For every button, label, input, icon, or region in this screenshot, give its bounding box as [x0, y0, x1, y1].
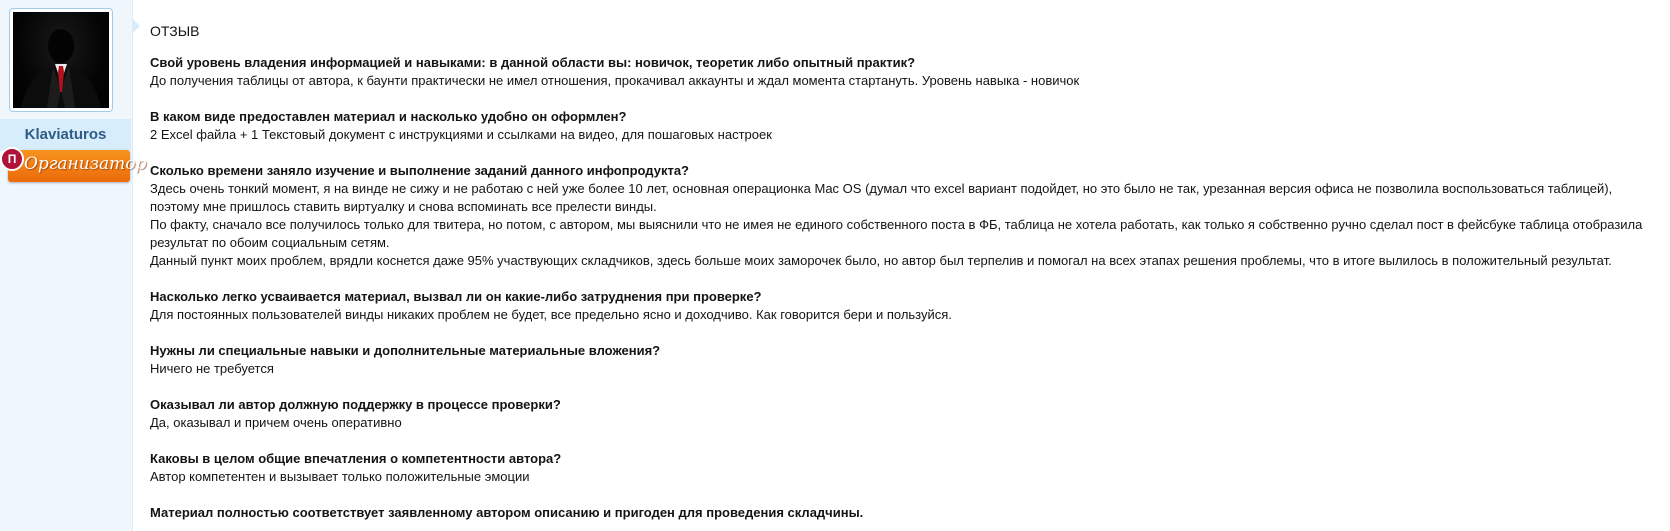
qa-block: [150, 288, 1650, 324]
review-answer-line: поэтому мне пришлось ставить виртуалку и снова вспоминать все прелести винды.: [150, 199, 657, 214]
group-letter-icon: П: [0, 147, 24, 171]
review-question: Свой уровень владения информацией и навыками: в данной области вы: новичок, теоретик либо опытный практик?: [150, 55, 916, 70]
avatar-frame[interactable]: [9, 8, 113, 112]
qa-block: [150, 54, 1650, 90]
review-answer-line: До получения таблицы от автора, к баунти практически не имел отношения, прокачивал аккаунты и ждал момента стартануть. Уровень навыка - новичок: [150, 73, 1080, 88]
review-question: Материал полностью соответствует заявленному автором описанию и пригоден для проведения складчины.: [150, 505, 864, 520]
review-question: В каком виде предоставлен материал и насколько удобно он оформлен?: [150, 109, 627, 124]
qa-block: [150, 396, 1650, 432]
review-answer-line: 2 Excel файла + 1 Текстовый документ с инструкциями и ссылками на видео, для пошаговых настроек: [150, 127, 772, 142]
qa-block: [150, 342, 1650, 378]
qa-block: [150, 450, 1650, 486]
review-answer-line: По факту, сначало все получилось только для твитера, но потом, с автором, мы выяснили что не имея не единого собственного поста в ФБ, таблица не хотела работать, как только я собственно ручно сделал пост в фейсбуке таблица отобразила: [150, 217, 1643, 232]
qa-block: [150, 504, 1650, 522]
suit-figure-icon: [13, 12, 109, 108]
review-question: Нужны ли специальные навыки и дополнительные материальные вложения?: [150, 343, 661, 358]
message-user-info: [0, 0, 147, 531]
username[interactable]: Klaviaturos: [0, 119, 131, 151]
review-answer-line: Автор компетентен и вызывает только положительные эмоции: [150, 469, 530, 484]
qa-block: [150, 108, 1650, 144]
review-heading: ОТЗЫВ: [150, 23, 200, 39]
qa-list: [150, 54, 1650, 522]
review-answer-line: Для постоянных пользователей винды никаких проблем не будет, все предельно ясно и доходчиво. Как говорится бери и пользуйся.: [150, 307, 952, 322]
review-question: Оказывал ли автор должную поддержку в процессе проверки?: [150, 397, 561, 412]
review-question: Насколько легко усваивается материал, вызвал ли он какие-либо затруднения при проверке?: [150, 289, 762, 304]
message-arrow: [132, 18, 140, 34]
message-content: [150, 22, 1650, 531]
qa-block: [150, 162, 1650, 270]
avatar[interactable]: [13, 12, 109, 108]
review-answer-line: Ничего не требуется: [150, 361, 274, 376]
organizer-badge: [8, 150, 147, 182]
review-answer-line: Да, оказывал и причем очень оперативно: [150, 415, 402, 430]
review-answer-line: Данный пункт моих проблем, врядли коснется даже 95% участвующих складчиков, здесь больше моих заморочек было, но автор был терпелив и помогал на всех этапах решения проблемы, что в итоге вылилось в положительный результат.: [150, 253, 1612, 268]
review-question: Каковы в целом общие впечатления о компетентности автора?: [150, 451, 562, 466]
review-answer-line: Здесь очень тонкий момент, я на винде не сижу и не работаю с ней уже более 10 лет, основная операционка Mac OS (думал что excel вариант подойдет, но это было не так, урезанная версия офиса не позволила воспользоваться таблицей),: [150, 181, 1613, 196]
review-answer-line: результат по обоим социальным сетям.: [150, 235, 390, 250]
badge-label: Организатор: [24, 154, 147, 174]
review-question: Сколько времени заняло изучение и выполнение заданий данного инфопродукта?: [150, 163, 689, 178]
